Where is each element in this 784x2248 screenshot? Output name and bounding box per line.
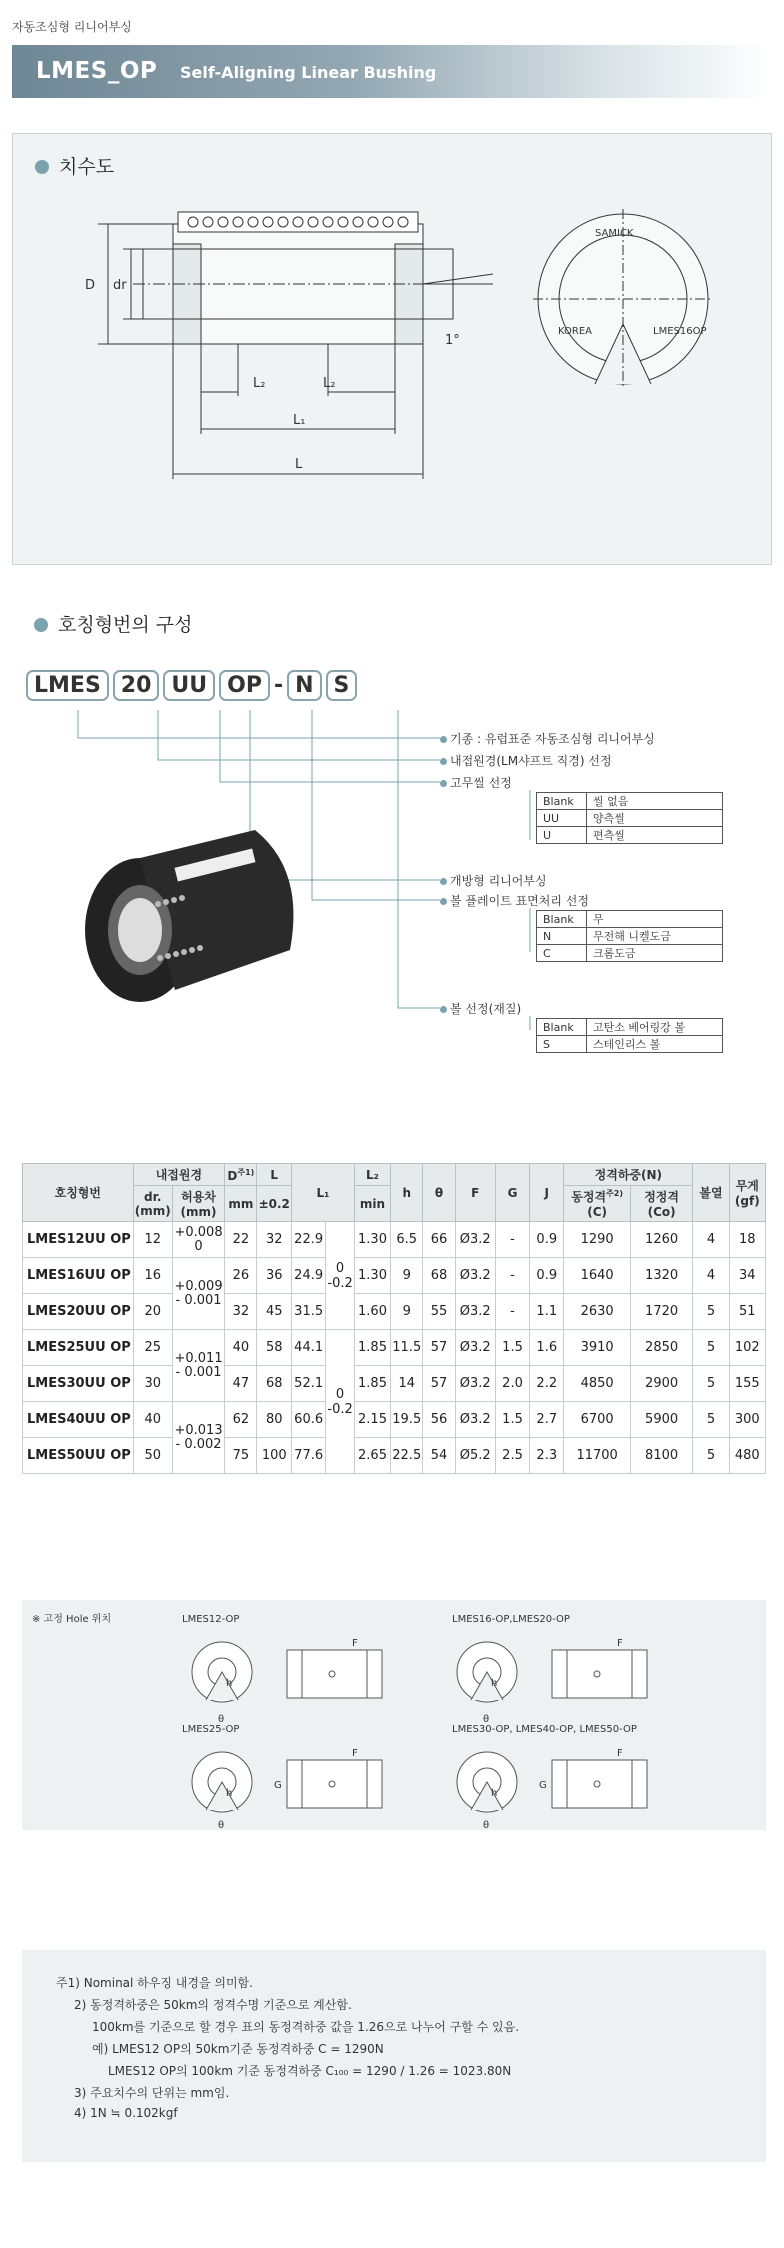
table-row: LMES40UU OP 40 +0.013 - 0.002 62 80 60.6 2.15 19.5 56 Ø3.2 1.5 2.7 6700 5900 5 300	[23, 1402, 766, 1438]
diagram-title-16-20: LMES16-OP,LMES20-OP	[452, 1614, 570, 1625]
label-F-1: F	[352, 1638, 358, 1649]
product-description: Self-Aligning Linear Bushing	[180, 63, 437, 82]
label-L: L	[295, 457, 303, 472]
note-4: 4) 1N ≒ 0.102kgf	[74, 2106, 178, 2120]
code-dash: -	[273, 673, 284, 698]
header-rated-load: 정격하중(N)	[564, 1164, 693, 1186]
table-row: U 편측씰	[537, 827, 723, 844]
table-row: LMES12UU OP 12 +0.008 0 22 32 22.9 0 -0.2 1.30 6.5 66 Ø3.2 - 0.9 1290 1260 4 18	[23, 1222, 766, 1258]
header-static: 정정격 (Co)	[630, 1186, 692, 1222]
seal-options-table	[536, 792, 723, 844]
table-row: LMES50UU OP 50 75 100 77.6 2.65 22.5 54 Ø5.2 2.5 2.3 11700 8100 5 480	[23, 1438, 766, 1474]
label-inner-diameter: 내접원경(LM샤프트 직경) 선정	[440, 752, 612, 769]
note-2-detail: 100km를 기준으로 할 경우 표의 동정격하중 값을 1.26으로 나누어 구할 수 있음.	[92, 2020, 520, 2034]
header-inscribed: 내접원경	[133, 1164, 225, 1186]
header-dr: dr. (mm)	[133, 1186, 172, 1222]
label-F-4: F	[617, 1748, 623, 1759]
label-L2-right: L₂	[323, 376, 336, 391]
label-G-1: G	[274, 1780, 282, 1791]
plate-options-table	[536, 910, 723, 962]
label-L2-left: L₂	[253, 376, 266, 391]
label-plate: 볼 플레이트 표면처리 선정	[440, 892, 589, 909]
note-3: 3) 주요치수의 단위는 mm임.	[74, 2086, 230, 2100]
code-part-ball: S	[326, 670, 358, 701]
header-D-unit: mm	[225, 1186, 257, 1222]
table-row: LMES30UU OP 30 47 68 52.1 1.85 14 57 Ø3.2 2.0 2.2 4850 2900 5 155	[23, 1366, 766, 1402]
dimension-drawing-panel	[12, 133, 772, 565]
table-row: Blank 씰 없음	[537, 793, 723, 810]
note-2: 2) 동정격하중은 50km의 정격수명 기준으로 계산함.	[74, 1998, 352, 2012]
table-row: C 크롬도금	[537, 945, 723, 962]
header-L-tol: ±0.2	[257, 1186, 292, 1222]
header-h: h	[391, 1164, 423, 1222]
header-G: G	[495, 1164, 529, 1222]
header-L2: L₂	[354, 1164, 390, 1186]
label-standard: 기종 : 유럽표준 자동조심형 리니어부싱	[440, 730, 655, 747]
label-seal: 고무씰 선정	[440, 774, 512, 791]
table-row: S 스테인리스 볼	[537, 1036, 723, 1053]
header-dynamic: 동정격$^{주2)}$ (C)	[564, 1186, 630, 1222]
header-theta: θ	[423, 1164, 455, 1222]
label-h-3: h	[226, 1788, 233, 1799]
note-2-example-calc: LMES12 OP의 100km 기준 동정격하중 C₁₀₀ = 1290 / 1.26 = 1023.80N	[108, 2064, 512, 2078]
bushing-illustration	[85, 830, 293, 1002]
naming-title-text: 호칭형번의 구성	[58, 614, 193, 636]
label-G-2: G	[539, 1780, 547, 1791]
diagram-title-30-50: LMES30-OP, LMES40-OP, LMES50-OP	[452, 1724, 637, 1735]
label-dr: dr	[113, 278, 127, 293]
header-weight: 무게 (gf)	[729, 1164, 765, 1222]
header-J: J	[530, 1164, 564, 1222]
dimension-title-text: 치수도	[59, 156, 115, 178]
label-theta-3: θ	[218, 1820, 225, 1830]
code-part-plate: N	[287, 670, 321, 701]
bullet-icon	[34, 618, 48, 632]
label-theta-2: θ	[483, 1714, 490, 1725]
header-L2-unit: min	[354, 1186, 390, 1222]
table-row: UU 양측씰	[537, 810, 723, 827]
label-h-1: h	[226, 1678, 233, 1689]
header-model: 호칭형번	[23, 1164, 134, 1222]
left-seal	[173, 244, 201, 344]
hole-diagrams	[22, 1600, 766, 1830]
header-F: F	[455, 1164, 495, 1222]
table-row: Blank 고탄소 베어링강 볼	[537, 1019, 723, 1036]
table-row: LMES20UU OP 20 32 45 31.5 1.60 9 55 Ø3.2 - 1.1 2630 1720 5 51	[23, 1294, 766, 1330]
product-code: LMES_OP	[36, 58, 158, 84]
hole-position-panel	[22, 1600, 766, 1830]
header-D: $D^{주1)}$	[225, 1164, 257, 1186]
table-row: Blank 무	[537, 911, 723, 928]
label-theta-4: θ	[483, 1820, 490, 1830]
naming-section-title	[34, 610, 193, 637]
title-banner	[12, 45, 772, 98]
label-theta-1: θ	[218, 1714, 225, 1725]
label-ball: 볼 선정(재질)	[440, 1000, 521, 1017]
label-L1: L₁	[293, 413, 306, 428]
note-2-example: 예) LMES12 OP의 50km기준 동정격하중 C = 1290N	[92, 2042, 384, 2056]
specification-table	[22, 1163, 766, 1474]
seal-country-text: KOREA	[558, 326, 592, 337]
code-part-open: OP	[219, 670, 270, 701]
right-seal	[395, 244, 423, 344]
label-F-2: F	[617, 1638, 623, 1649]
diagram-title-25: LMES25-OP	[182, 1724, 240, 1735]
dimension-drawing	[13, 134, 773, 566]
retainer-top	[178, 212, 418, 232]
label-D: D	[85, 278, 96, 293]
code-part-seal: UU	[163, 670, 215, 701]
label-open-type: 개방형 리니어부싱	[440, 872, 547, 889]
header-ball-rows: 볼열	[693, 1164, 729, 1222]
breadcrumb: 자동조심형 리니어부싱	[12, 20, 132, 34]
notes-panel	[22, 1950, 766, 2162]
label-h-4: h	[491, 1788, 498, 1799]
code-part-size: 20	[113, 670, 160, 701]
seal-brand-text: SAMICK	[595, 228, 634, 239]
diagram-title-12: LMES12-OP	[182, 1614, 240, 1625]
label-h-2: h	[491, 1678, 498, 1689]
table-row: N 무전해 니켈도금	[537, 928, 723, 945]
label-angle: 1°	[445, 333, 460, 348]
ball-options-table	[536, 1018, 723, 1053]
note-1: 주1) Nominal 하우징 내경을 의미함.	[56, 1976, 253, 1990]
table-row: LMES25UU OP 25 +0.011 - 0.001 40 58 44.1 0 -0.2 1.85 11.5 57 Ø3.2 1.5 1.6 3910 2850 5 102	[23, 1330, 766, 1366]
header-L: L	[257, 1164, 292, 1186]
header-tolerance: 허용차 (mm)	[172, 1186, 224, 1222]
header-L1: L₁	[292, 1164, 355, 1222]
table-row: LMES16UU OP 16 +0.009 - 0.001 26 36 24.9 1.30 9 68 Ø3.2 - 0.9 1640 1320 4 34	[23, 1258, 766, 1294]
label-F-3: F	[352, 1748, 358, 1759]
hole-caption: ※ 고정 Hole 위치	[32, 1614, 112, 1625]
seal-model-text: LMES16OP	[653, 326, 707, 337]
code-part-series: LMES	[26, 670, 109, 701]
